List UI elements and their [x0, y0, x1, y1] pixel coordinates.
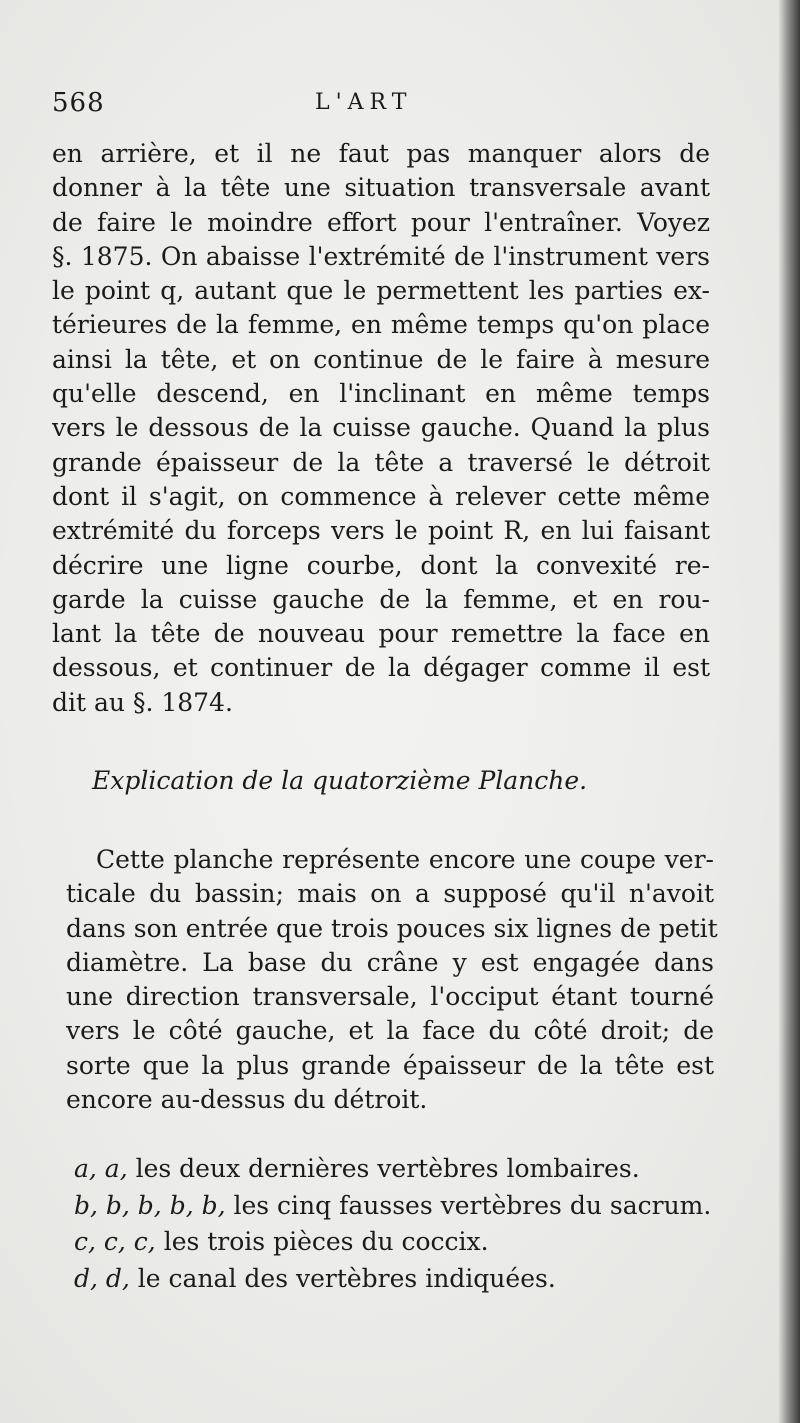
text-line: de faire le moindre effort pour l'entraîner. Voyez [52, 207, 710, 237]
legend-letters: a, a, [74, 1154, 128, 1183]
legend-letters: c, c, c, [74, 1227, 156, 1256]
text-line: §. 1875. On abaisse l'extrémité de l'instrument vers [52, 241, 710, 271]
text-line: dit au §. 1874. [52, 687, 233, 717]
legend-letters: b, b, b, b, b, [74, 1190, 226, 1220]
text-line: en arrière, et il ne faut pas manquer alors de [52, 139, 710, 168]
text-line: dans son entrée que trois pouces six lignes de petit [66, 913, 718, 943]
legend-letters: d, d, [74, 1263, 130, 1293]
legend-text: les deux dernières vertèbres lombaires. [127, 1154, 640, 1183]
text-line: lant la tête de nouveau pour remettre la face en [52, 619, 710, 649]
text-line: dessous, et continuer de la dégager comme il est [52, 653, 710, 683]
plate-legend [74, 1151, 714, 1297]
legend-item [74, 1224, 714, 1261]
page-number: 568 [52, 88, 105, 118]
legend-item [74, 1151, 714, 1188]
legend-text: le canal des vertèbres indiquées. [129, 1263, 556, 1293]
paragraph-1 [52, 137, 710, 720]
text-line: extrémité du forceps vers le point R, en lui faisant [52, 516, 710, 546]
binding-edge [778, 0, 800, 1423]
legend-text: les cinq fausses vertèbres du sacrum. [225, 1190, 712, 1220]
text-line: diamètre. La base du crâne y est engagée dans [66, 947, 714, 977]
running-head: L'ART [315, 90, 413, 115]
text-line: ticale du bassin; mais on a supposé qu'il n'avoit [66, 879, 714, 909]
text-line: Cette planche représente encore une coupe ver- [96, 845, 714, 874]
legend-item [74, 1261, 714, 1298]
text-line: sorte que la plus grande épaisseur de la tête est [66, 1050, 714, 1080]
legend-item [74, 1188, 714, 1225]
text-line: donner à la tête une situation transversale avant [52, 173, 710, 203]
text-line: une direction transversale, l'occiput étant tourné [66, 982, 714, 1012]
text-line: grande épaisseur de la tête a traversé le détroit [52, 447, 710, 477]
page-header [52, 88, 707, 128]
paragraph-2 [66, 843, 718, 1117]
text-line: ainsi la tête, et on continue de le faire à mesure [52, 344, 710, 374]
text-line: garde la cuisse gauche de la femme, et en rou- [52, 584, 710, 614]
text-line: dont il s'agit, on commence à relever cette même [52, 481, 710, 511]
text-line: encore au-dessus du détroit. [66, 1085, 428, 1115]
text-line: le point q, autant que le permettent les parties ex- [52, 276, 710, 306]
text-line: térieures de la femme, en même temps qu'on place [52, 310, 710, 340]
text-line: qu'elle descend, en l'inclinant en même temps [52, 379, 710, 409]
legend-text: les trois pièces du coccix. [155, 1227, 489, 1256]
section-heading: Explication de la quatorzième Planche. [92, 766, 588, 795]
text-line: vers le dessous de la cuisse gauche. Quand la plus [52, 413, 710, 443]
text-line: décrire une ligne courbe, dont la convexité re- [52, 550, 710, 580]
text-line: vers le côté gauche, et la face du côté droit; de [66, 1016, 714, 1046]
